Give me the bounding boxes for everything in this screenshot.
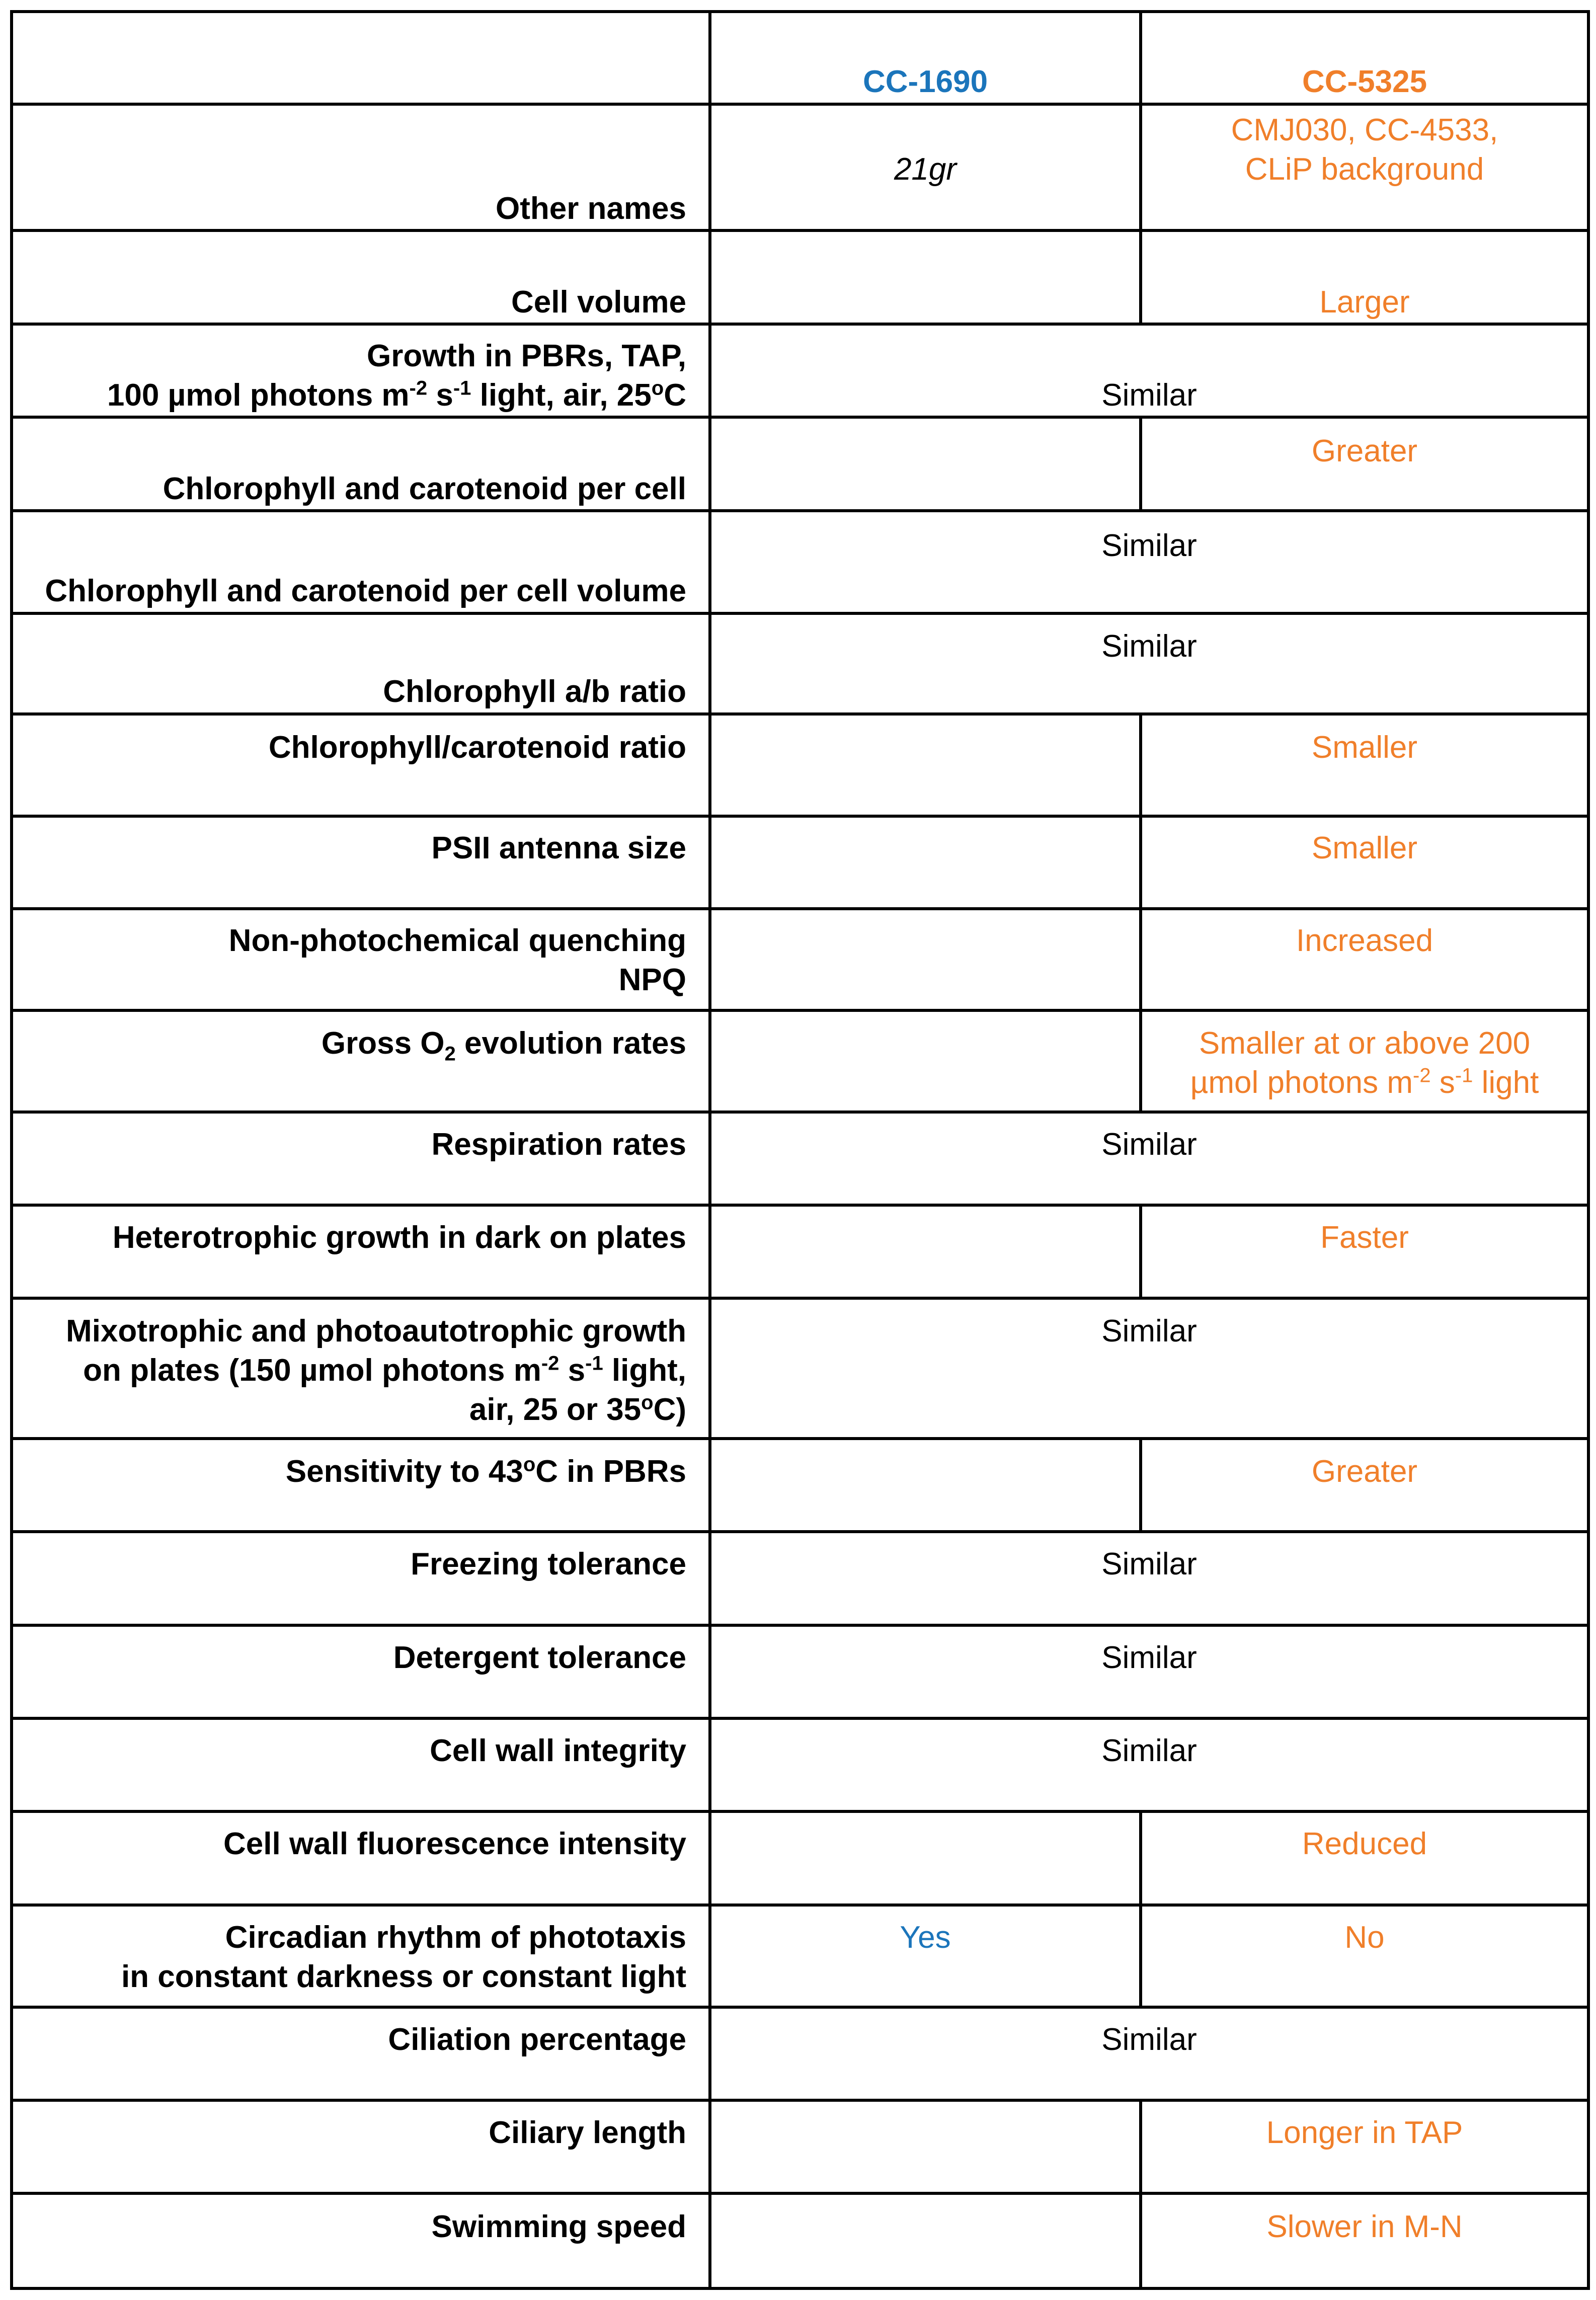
- grid-line: [10, 815, 1590, 818]
- row-label: Chlorophyll a/b ratio: [383, 674, 686, 709]
- row-label: Detergent tolerance: [393, 1640, 686, 1675]
- row-label: Cell volume: [511, 285, 686, 320]
- grid-line: [10, 1810, 1590, 1813]
- shared-value: Similar: [1101, 2022, 1197, 2057]
- cc5325-value-line1: Smaller at or above 200: [1199, 1026, 1531, 1061]
- grid-line: [10, 612, 1590, 615]
- cc1690-value: Yes: [900, 1920, 951, 1955]
- shared-value: Similar: [1101, 1127, 1197, 1162]
- row-label: Heterotrophic growth in dark on plates: [112, 1220, 686, 1255]
- cc1690-value: 21gr: [894, 152, 957, 187]
- grid-line: [10, 509, 1590, 512]
- grid-line: [10, 1530, 1590, 1533]
- cc5325-value-line2: µmol photons $m^{-2}$ $s^{-1}$ light: [1190, 1064, 1539, 1100]
- row-label: Sensitivity to 43$^o$C in PBRs: [285, 1453, 686, 1489]
- cc5325-value: Faster: [1320, 1220, 1409, 1255]
- cc5325-value-line1: CMJ030, CC-4533,: [1231, 113, 1498, 147]
- shared-value: Similar: [1101, 1314, 1197, 1349]
- row-label-line1: Growth in PBRs, TAP,: [367, 339, 686, 373]
- column-header-cc1690: CC-1690: [862, 64, 988, 99]
- cc5325-value: Reduced: [1302, 1827, 1427, 1861]
- row-label: Freezing tolerance: [411, 1547, 686, 1581]
- grid-line: [10, 229, 1590, 232]
- cc5325-value-line2: CLiP background: [1245, 152, 1484, 187]
- row-label: Ciliary length: [489, 2115, 686, 2150]
- grid-line: [10, 2006, 1590, 2009]
- row-label: Chlorophyll and carotenoid per cell volume: [45, 574, 686, 608]
- shared-value: Similar: [1101, 1733, 1197, 1768]
- grid-line: [10, 1111, 1590, 1114]
- grid-line: [10, 10, 1590, 13]
- shared-value: Similar: [1101, 528, 1197, 563]
- row-label-line1: Non-photochemical quenching: [228, 923, 686, 958]
- grid-line: [10, 2287, 1590, 2290]
- shared-value: Similar: [1101, 1640, 1197, 1675]
- row-label: Chlorophyll/carotenoid ratio: [268, 730, 686, 765]
- grid-line: [10, 1204, 1590, 1207]
- cc5325-value: Smaller: [1311, 831, 1418, 865]
- row-label: Ciliation percentage: [388, 2022, 686, 2057]
- cc5325-value: No: [1344, 1920, 1385, 1955]
- grid-line: [10, 416, 1590, 419]
- cc5325-value: Longer in TAP: [1266, 2115, 1463, 2150]
- cc5325-value: Larger: [1319, 285, 1410, 320]
- row-label-line3: air, 25 or 35$^o$C): [469, 1391, 686, 1427]
- shared-value: Similar: [1101, 1547, 1197, 1581]
- shared-value: Similar: [1101, 378, 1197, 413]
- grid-line: [10, 1437, 1590, 1440]
- grid-line: [10, 1904, 1590, 1907]
- cc5325-value: Slower in M-N: [1266, 2209, 1463, 2244]
- row-label-line2: NPQ: [618, 963, 686, 997]
- row-label-line1: Circadian rhythm of phototaxis: [225, 1920, 686, 1955]
- shared-value: Similar: [1101, 629, 1197, 664]
- grid-line: [10, 1009, 1590, 1012]
- grid-line: [10, 103, 1590, 106]
- row-label-line2: 100 µmol photons $m^{-2}$ $s^{-1}$ light, air, 25$^o$C: [107, 377, 686, 413]
- grid-line: [10, 2192, 1590, 2195]
- row-label-line2: on plates (150 µmol photons $m^{-2}$ $s^{-1}$ light,: [83, 1352, 686, 1388]
- row-label: Cell wall fluorescence intensity: [223, 1827, 686, 1861]
- cc5325-value: Increased: [1296, 923, 1433, 958]
- row-label: Gross $O_2$ evolution rates: [321, 1026, 686, 1065]
- row-label: Swimming speed: [431, 2209, 686, 2244]
- cc5325-value: Greater: [1311, 434, 1418, 468]
- cc5325-value: Smaller: [1311, 730, 1418, 765]
- row-label-line2: in constant darkness or constant light: [121, 1959, 686, 1994]
- row-label: PSII antenna size: [431, 831, 686, 865]
- grid-line: [10, 907, 1590, 910]
- grid-line: [10, 10, 13, 2290]
- cc5325-value: Greater: [1311, 1454, 1418, 1489]
- row-label: Other names: [495, 191, 686, 226]
- row-label: Chlorophyll and carotenoid per cell: [163, 471, 686, 506]
- column-header-cc5325: CC-5325: [1302, 64, 1427, 99]
- row-label-line1: Mixotrophic and photoautotrophic growth: [66, 1314, 686, 1349]
- grid-line: [10, 323, 1590, 326]
- grid-line: [10, 2099, 1590, 2102]
- row-label: Respiration rates: [431, 1127, 686, 1162]
- grid-line: [10, 1624, 1590, 1627]
- grid-line: [10, 1297, 1590, 1300]
- grid-line: [10, 1717, 1590, 1720]
- row-label: Cell wall integrity: [430, 1733, 686, 1768]
- grid-line: [10, 712, 1590, 716]
